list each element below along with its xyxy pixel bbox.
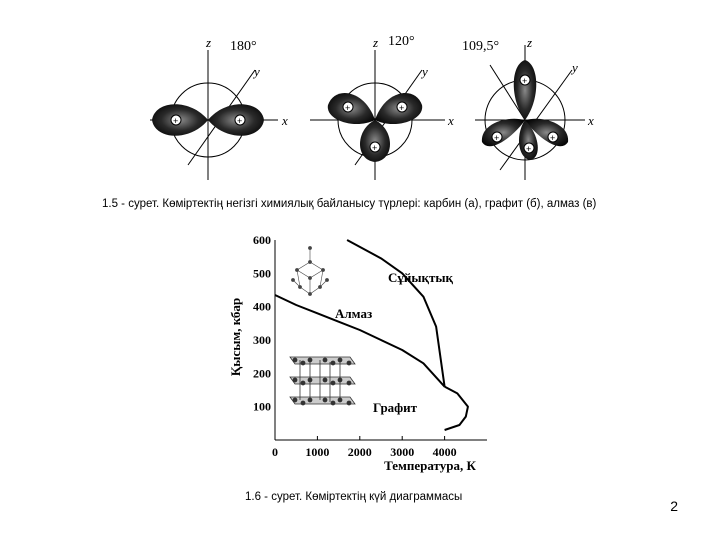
graphite-lattice-illustration bbox=[290, 357, 355, 405]
x-axis-label: x bbox=[588, 113, 594, 128]
carbyne-orbital-panel bbox=[150, 35, 288, 180]
orbital-diagrams bbox=[130, 30, 600, 190]
z-axis-label: z bbox=[206, 35, 212, 50]
y-tick-label: 100 bbox=[253, 399, 271, 414]
graphite-region-label: Графит bbox=[373, 400, 418, 415]
svg-text:+: + bbox=[173, 116, 179, 126]
svg-text:+: + bbox=[237, 116, 243, 126]
x-tick-label: 3000 bbox=[390, 445, 415, 459]
phase-diagram bbox=[225, 232, 495, 477]
angle-label: 109,5° bbox=[462, 39, 500, 54]
x-axis-label: x bbox=[282, 113, 288, 128]
svg-text:+: + bbox=[372, 143, 378, 153]
y-axis-label: Қысым, кбар bbox=[228, 297, 243, 377]
x-axis-label: Температура, К bbox=[384, 458, 476, 473]
y-axis-label: y bbox=[422, 64, 428, 79]
y-tick-label: 200 bbox=[253, 366, 271, 381]
figure-1-6-caption: 1.6 - сурет. Көміртектің күй диаграммасы bbox=[245, 491, 463, 503]
y-tick-label: 300 bbox=[253, 333, 271, 347]
diamond-lattice-illustration bbox=[291, 246, 328, 295]
diamond-orbital-panel bbox=[462, 35, 594, 180]
phase-boundary-line-3 bbox=[445, 387, 468, 430]
z-axis-label: z bbox=[527, 35, 533, 50]
svg-text:+: + bbox=[399, 103, 405, 113]
x-tick-label: 2000 bbox=[347, 445, 372, 459]
graphite-orbital-panel bbox=[310, 34, 454, 180]
diamond-region-label: Алмаз bbox=[335, 306, 373, 321]
angle-label: 180° bbox=[230, 39, 257, 54]
svg-text:+: + bbox=[526, 144, 532, 154]
svg-text:+: + bbox=[550, 133, 556, 143]
figure-1-5-caption: 1.5 - сурет. Көміртектің негізгі химиялық байланысу түрлері: карбин (а), графит (б), алмаз (в) bbox=[102, 198, 597, 210]
z-axis-label: z bbox=[373, 35, 379, 50]
x-axis-label: x bbox=[448, 113, 454, 128]
y-tick-label: 500 bbox=[253, 266, 271, 281]
svg-text:+: + bbox=[494, 133, 500, 143]
svg-text:+: + bbox=[522, 76, 528, 86]
x-tick-label: 4000 bbox=[432, 445, 457, 459]
y-axis-label: y bbox=[572, 60, 578, 75]
angle-label: 120° bbox=[388, 34, 415, 49]
liquid-region-label: Сұйықтық bbox=[388, 270, 454, 285]
x-tick-label: 1000 bbox=[305, 445, 330, 459]
svg-text:+: + bbox=[345, 103, 351, 113]
x-tick-label: 0 bbox=[272, 445, 278, 459]
y-axis-label: y bbox=[254, 64, 260, 79]
y-tick-label: 600 bbox=[253, 233, 271, 247]
y-tick-label: 400 bbox=[253, 299, 271, 314]
page-number: 2 bbox=[670, 498, 678, 514]
